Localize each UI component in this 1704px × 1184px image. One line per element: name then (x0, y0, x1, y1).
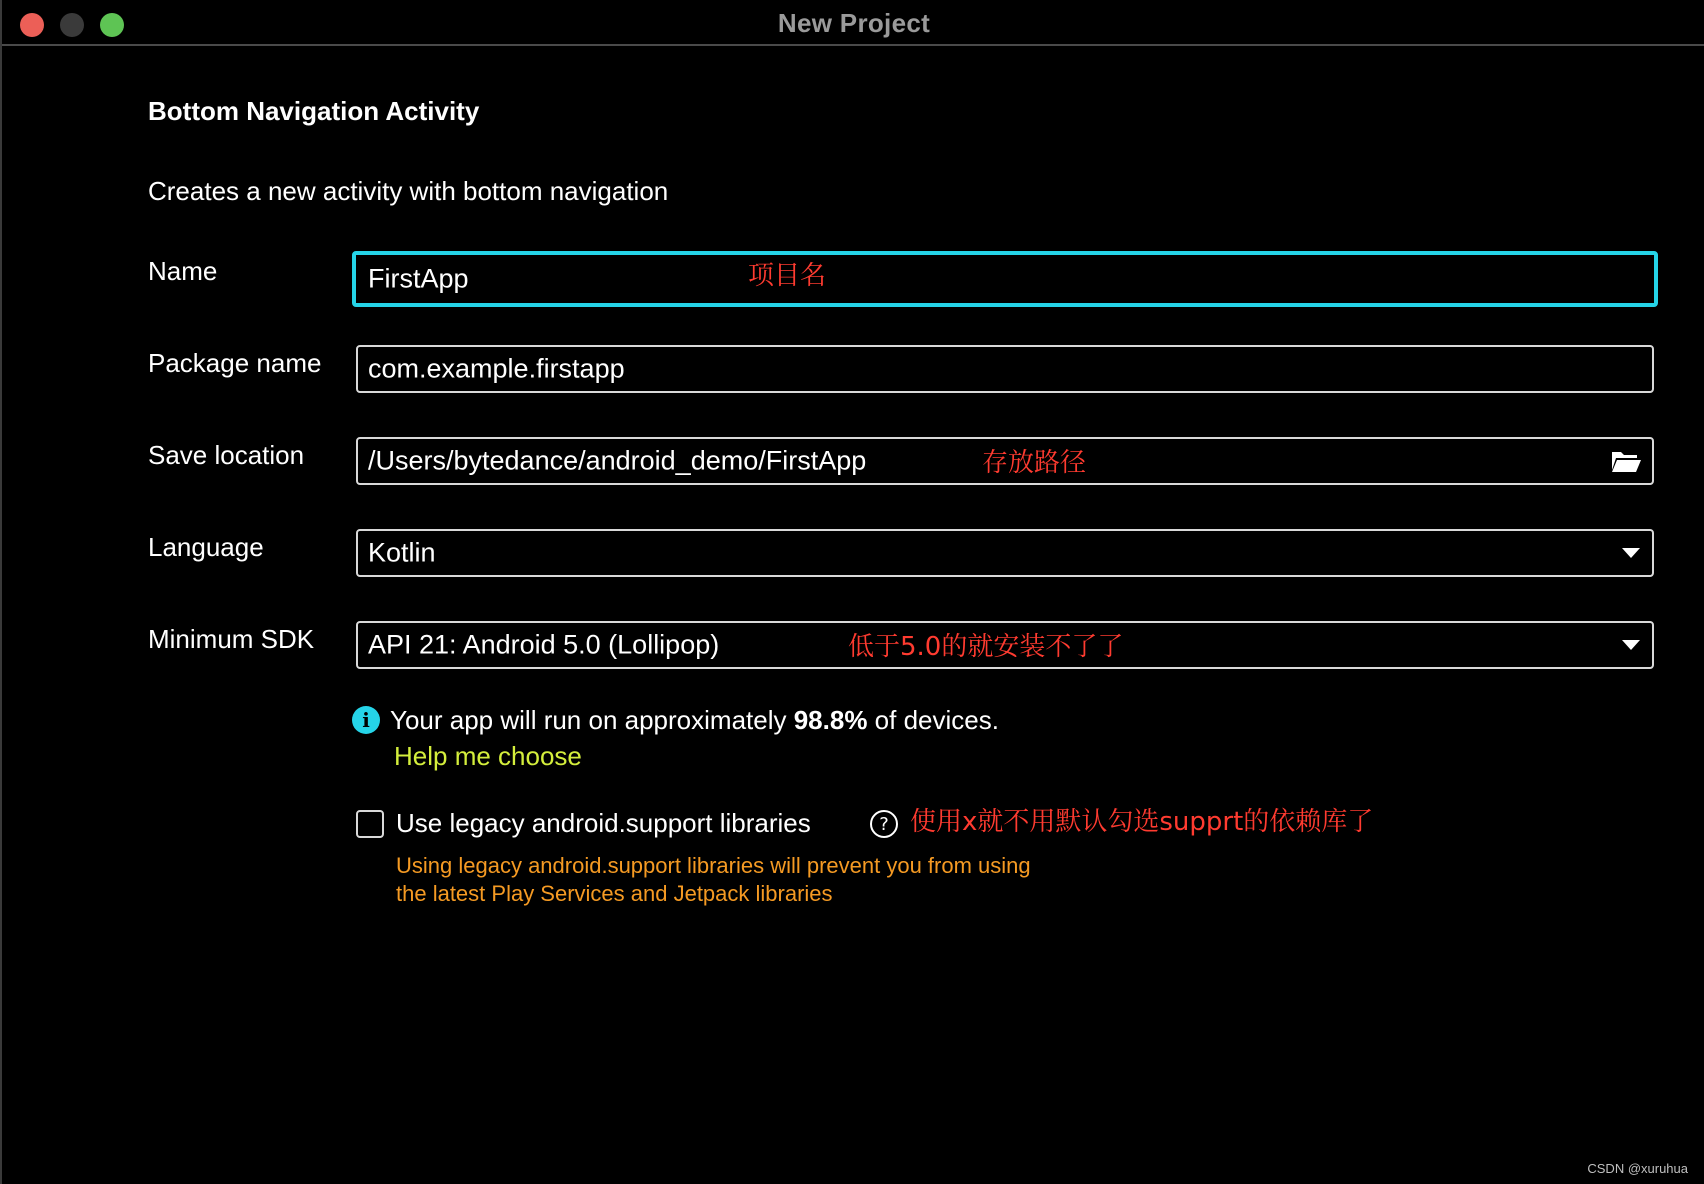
name-input[interactable] (352, 251, 1658, 307)
help-me-choose-link[interactable]: Help me choose (394, 741, 582, 771)
save-location-label: Save location (148, 440, 305, 470)
folder-open-icon[interactable] (1610, 448, 1642, 474)
sdk-coverage-text (390, 705, 999, 736)
sdk-coverage-suffix: of devices. (867, 704, 999, 735)
name-input-value: FirstApp (368, 263, 469, 294)
package-name-label: Package name (148, 348, 322, 378)
legacy-support-row (356, 808, 811, 839)
package-name-input[interactable] (356, 345, 1654, 393)
save-location-annotation: 存放路径 (982, 448, 1087, 478)
title-bar (2, 0, 1704, 46)
chevron-down-icon[interactable] (1622, 640, 1640, 650)
template-heading: Bottom Navigation Activity (148, 96, 480, 126)
info-icon: i (352, 706, 380, 734)
legacy-support-label[interactable]: Use legacy android.support libraries (396, 808, 811, 838)
window-title: New Project (777, 8, 931, 38)
question-mark-icon[interactable]: ? (870, 810, 898, 838)
package-name-input-value: com.example.firstapp (368, 353, 625, 384)
minimum-sdk-select-value: API 21: Android 5.0 (Lollipop) (368, 629, 720, 660)
language-select[interactable] (356, 529, 1654, 577)
name-label: Name (148, 256, 218, 286)
save-location-input-value: /Users/bytedance/android_demo/FirstApp (368, 445, 867, 476)
template-description: Creates a new activity with bottom navigation (148, 176, 669, 206)
sdk-coverage-info (352, 704, 999, 736)
chevron-down-icon[interactable] (1622, 548, 1640, 558)
watermark: CSDN @xuruhua (1587, 1161, 1688, 1176)
language-select-value: Kotlin (368, 537, 436, 568)
legacy-support-warning (396, 852, 1116, 908)
language-label: Language (148, 532, 264, 562)
legacy-support-checkbox[interactable] (356, 810, 384, 838)
sdk-coverage-prefix: Your app will run on approximately (390, 704, 794, 735)
sdk-coverage-percentage: 98.8% (793, 704, 868, 735)
legacy-support-annotation: 使用x就不用默认勾选supprt的依赖库了 (910, 807, 1374, 837)
minimum-sdk-annotation: 低于5.0的就安装不了了 (848, 632, 1124, 662)
name-annotation: 项目名 (748, 261, 827, 291)
minimum-sdk-label: Minimum SDK (148, 624, 315, 654)
warning-line-1: Using legacy android.support libraries will prevent you from using (396, 853, 1031, 878)
warning-line-2: the latest Play Services and Jetpack libraries (396, 881, 833, 906)
